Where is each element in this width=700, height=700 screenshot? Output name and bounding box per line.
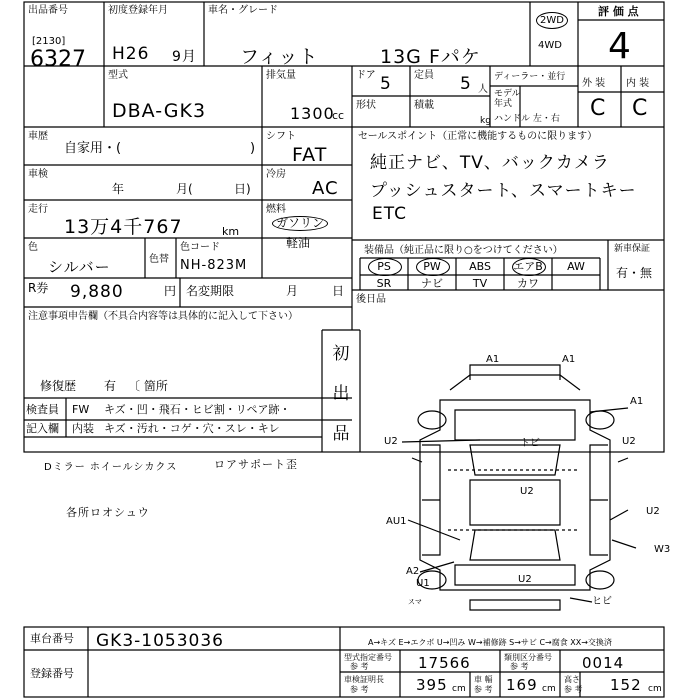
width-unit: cm: [542, 684, 556, 694]
inspection-day: 日): [234, 182, 251, 196]
recycle-value: 9,880: [70, 282, 124, 302]
lot-code: [2130]: [32, 36, 66, 47]
capacity-value: 5: [460, 74, 472, 94]
fuel-diesel: 軽油: [286, 236, 311, 250]
score-value: 4: [608, 26, 632, 67]
model-year-label-2: 年式: [494, 99, 513, 109]
class-no-label-1: 類別区分番号: [504, 653, 552, 662]
damage-mark: U2: [384, 436, 398, 447]
damage-mark: U2: [646, 506, 660, 517]
drive-4wd: 4WD: [538, 40, 562, 51]
ext-label: FW: [72, 403, 90, 416]
name-change-label: 名変期限: [186, 284, 235, 298]
aircon-label: 冷房: [266, 169, 286, 180]
interior-label: 内 装: [626, 78, 650, 89]
shift-label: シフト: [266, 131, 296, 142]
inspection-year: 年: [112, 182, 125, 196]
handle-label: ハンドル 左・右: [494, 114, 560, 124]
damage-mark: U1: [416, 578, 430, 589]
color-label: 色: [28, 242, 38, 253]
payload-label: 積載: [414, 100, 434, 111]
first-listing-2: 出: [332, 384, 350, 404]
class-no-value: 0014: [582, 654, 625, 672]
equipment-item: TV: [472, 277, 488, 290]
model-label: 車名・グレード: [208, 5, 278, 16]
vin-value: GK3-1053036: [96, 631, 224, 651]
sales-line-1: 純正ナビ、TV、バックカメラ: [370, 153, 610, 173]
warranty-value: 有・無: [616, 266, 653, 280]
name-change-month: 月: [286, 284, 299, 298]
first-listing-1: 初: [332, 344, 350, 364]
damage-mark: W3: [654, 544, 671, 555]
type-label: 型式: [108, 70, 128, 81]
damage-legend: A→キズ E→エクボ U→凹み W→補修跡 S→サビ C→腐食 XX→交換済: [368, 638, 612, 647]
color-code-value: NH-823M: [180, 258, 248, 273]
type-no-label-2: 参 考: [350, 662, 369, 671]
mileage-unit: km: [222, 225, 240, 238]
type-value: DBA-GK3: [112, 100, 207, 122]
width-label-2: 参 考: [474, 685, 493, 694]
equipment-item: SR: [376, 277, 392, 290]
shape-label: 形状: [356, 100, 376, 111]
equipment-label: 装備品（純正品に限り○をつけてください）: [364, 245, 563, 256]
dealer-label: ディーラー・並行: [494, 72, 566, 82]
inspection-month: 月(: [176, 182, 193, 196]
length-label-2: 参 考: [350, 685, 369, 694]
lot-number: 6327: [30, 47, 86, 72]
damage-mark: A1: [562, 354, 576, 365]
mileage-value: 13万4千767: [64, 216, 183, 238]
model-grade: 13G Fパケ: [380, 46, 481, 68]
damage-mark: U2: [518, 574, 532, 585]
drive-2wd: 2WD: [536, 12, 568, 29]
sales-points-label: セールスポイント（正常に機能するものに限ります）: [358, 131, 598, 142]
reg-label: 登録番号: [30, 667, 74, 680]
repair-value: 有: [104, 379, 117, 393]
equipment-circle-mark: [512, 258, 546, 276]
repair-label: 修復歴: [40, 379, 77, 393]
recycle-label: R券: [28, 281, 49, 295]
height-value: 152: [610, 676, 642, 694]
exterior-value: C: [590, 96, 607, 121]
ext-items: キズ・凹・飛石・ヒビ割・リペア跡・: [104, 403, 291, 416]
damage-mark: A2: [406, 566, 420, 577]
inspection-label: 車検: [28, 169, 48, 180]
inspector-label-2: 記入欄: [26, 422, 59, 435]
width-label-1: 車 幅: [474, 675, 493, 684]
equipment-circle-mark: [416, 258, 450, 276]
interior-value: C: [632, 96, 649, 121]
notes-label: 注意事項申告欄（不具合内容等は具体的に記入して下さい）: [28, 311, 298, 322]
length-value: 395: [416, 676, 448, 694]
damage-mark: ヒビ: [592, 596, 612, 607]
int-label: 内装: [72, 422, 94, 435]
width-value: 169: [506, 676, 538, 694]
capacity-label: 定員: [414, 70, 434, 81]
length-label-1: 車検証明長: [344, 675, 384, 684]
model-name: フィット: [240, 46, 319, 68]
class-no-label-2: 参 考: [510, 662, 529, 671]
first-reg-year: H26: [112, 44, 150, 64]
first-reg-month: 9月: [172, 49, 197, 65]
handwritten-note-3: 各所ロオシュウ: [66, 506, 150, 519]
lot-label: 出品番号: [28, 5, 68, 16]
history-value: 自家用・(: [64, 141, 122, 156]
aircon-value: AC: [312, 178, 339, 199]
recycle-unit: 円: [164, 284, 177, 298]
mileage-label: 走行: [28, 204, 48, 215]
equipment-item: PW: [408, 259, 456, 274]
fuel-gas: ガソリン: [272, 216, 328, 231]
repair-suffix: 〔 箇所: [128, 379, 168, 393]
damage-mark: A1: [486, 354, 500, 365]
inspector-label-1: 検査員: [26, 403, 59, 416]
damage-mark: U2: [622, 436, 636, 447]
equipment-item: エアB: [504, 259, 552, 274]
equipment-item: ABS: [469, 260, 491, 273]
history-label: 車歴: [28, 131, 48, 142]
payload-unit: kg: [480, 116, 491, 126]
color-code-label: 色コード: [180, 242, 220, 253]
type-no-label-1: 型式指定番号: [344, 653, 392, 662]
exterior-label: 外 装: [582, 78, 606, 89]
fuel-label: 燃料: [266, 204, 286, 215]
displacement-label: 排気量: [266, 70, 296, 81]
height-label-1: 高さ: [564, 675, 580, 684]
doors-label: ドア: [356, 70, 376, 81]
equipment-item: カワ: [517, 277, 539, 290]
score-label: 評 価 点: [598, 5, 639, 18]
height-unit: cm: [648, 684, 662, 694]
equipment-item: ナビ: [421, 277, 443, 290]
displacement-unit: cc: [332, 109, 345, 122]
damage-mark: トビ: [520, 438, 540, 449]
height-label-2: 参 考: [564, 685, 583, 694]
vin-label: 車台番号: [30, 632, 74, 645]
damage-mark: A1: [630, 396, 644, 407]
damage-mark: U2: [520, 486, 534, 497]
damage-mark: スマ: [408, 598, 422, 606]
capacity-unit: 人: [478, 84, 488, 95]
warranty-label: 新車保証: [614, 244, 651, 254]
sales-line-3: ETC: [372, 204, 407, 224]
color-value: シルバー: [48, 258, 111, 276]
sales-line-2: プッシュスタート、スマートキー: [370, 181, 637, 201]
equipment-item: AW: [567, 260, 585, 273]
doors-value: 5: [380, 74, 392, 94]
handwritten-note-2: ロアサポート歪: [214, 458, 298, 471]
history-close: ): [250, 141, 256, 156]
after-items-label: 後日品: [356, 294, 386, 305]
length-unit: cm: [452, 684, 466, 694]
first-listing-3: 品: [332, 424, 350, 444]
handwritten-note-1: Dミラー ホイールシカクス: [44, 462, 178, 473]
equipment-circle-mark: [368, 258, 402, 276]
damage-mark: AU1: [386, 516, 407, 527]
model-year-label-1: モデル: [494, 89, 521, 99]
displacement-value: 1300: [290, 104, 335, 123]
int-items: キズ・汚れ・コゲ・穴・スレ・キレ: [104, 422, 280, 435]
name-change-day: 日: [332, 284, 345, 298]
first-reg-label: 初度登録年月: [108, 5, 168, 16]
type-no-value: 17566: [418, 654, 471, 672]
repaint-label: 色替: [149, 254, 169, 265]
equipment-item: PS: [360, 259, 408, 274]
shift-value: FAT: [292, 144, 328, 166]
